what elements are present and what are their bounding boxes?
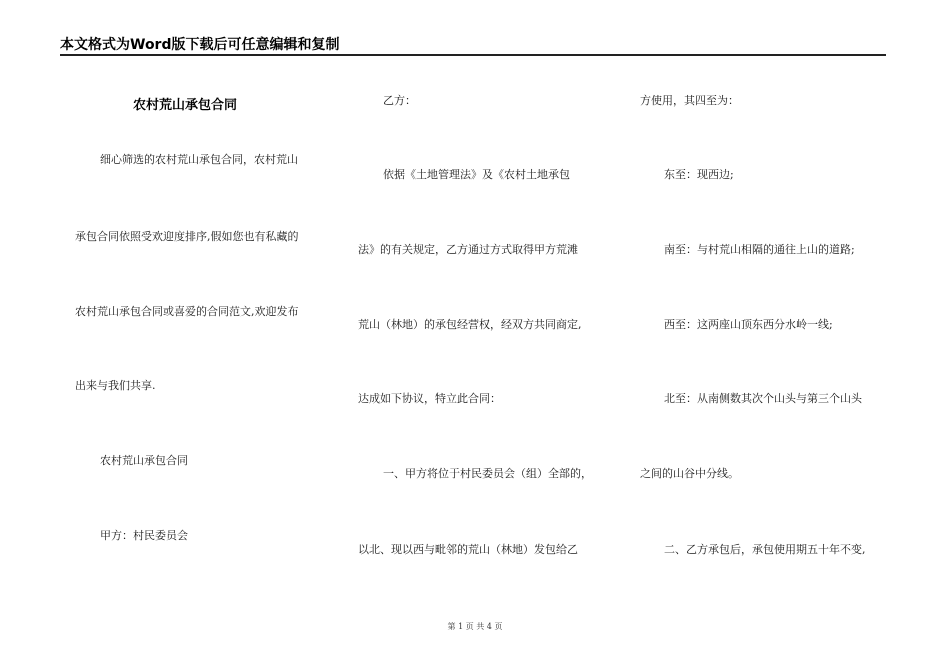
paragraph-line: 之间的山谷中分线。 <box>640 467 739 480</box>
paragraph-line: 承包合同依照受欢迎度排序,假如您也有私藏的 <box>75 230 299 243</box>
paragraph-line: 二、乙方承包后，承包使用期五十年不变, <box>664 543 866 556</box>
document-title: 农村荒山承包合同 <box>133 98 238 113</box>
paragraph-line: 北至：从南侧数其次个山头与第三个山头 <box>664 392 862 405</box>
paragraph-line: 南至：与村荒山相隔的通往上山的道路; <box>664 243 855 256</box>
paragraph-line: 东至：现西边; <box>664 168 734 181</box>
paragraph-line: 以北、现以西与毗邻的荒山（林地）发包给乙 <box>358 543 578 556</box>
header-text: 本文格式为Word版下载后可任意编辑和复制 <box>60 37 340 53</box>
page-header <box>60 34 886 56</box>
paragraph-line: 农村荒山承包合同 <box>100 454 188 467</box>
paragraph-line: 荒山（林地）的承包经营权，经双方共同商定, <box>358 318 582 331</box>
paragraph-line: 乙方： <box>383 94 416 107</box>
paragraph-line: 农村荒山承包合同或喜爱的合同范文,欢迎发布 <box>75 305 299 318</box>
paragraph-line: 细心筛选的农村荒山承包合同，农村荒山 <box>100 153 298 166</box>
paragraph-line: 方使用，其四至为： <box>640 94 739 107</box>
paragraph-line: 西至：这两座山顶东西分水岭一线; <box>664 318 833 331</box>
paragraph-line: 一、甲方将位于村民委员会（组）全部的， <box>383 467 592 480</box>
paragraph-line: 达成如下协议，特立此合同： <box>358 392 501 405</box>
page-number: 第 1 页 共 4 页 <box>447 622 503 631</box>
paragraph-line: 出来与我们共享. <box>75 379 156 392</box>
paragraph-line: 甲方：村民委员会 <box>100 529 188 542</box>
paragraph-line: 法》的有关规定，乙方通过方式取得甲方荒滩 <box>358 243 578 256</box>
paragraph-line: 依据《土地管理法》及《农村土地承包 <box>383 168 570 181</box>
